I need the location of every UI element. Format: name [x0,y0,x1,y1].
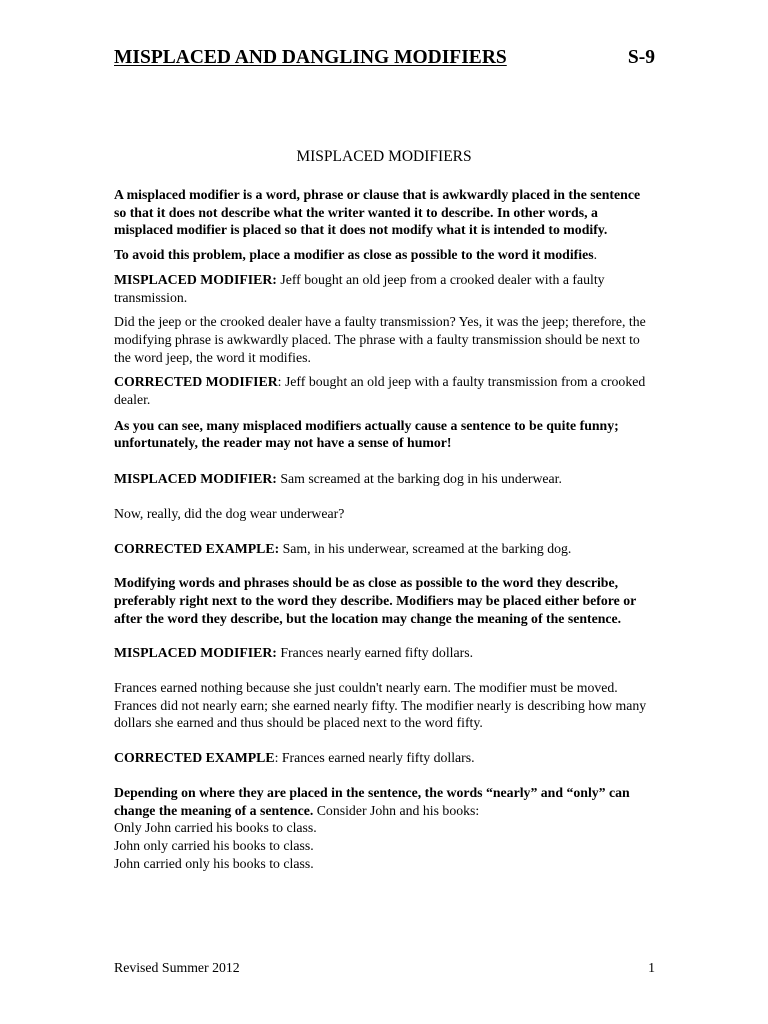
example-text: : Frances earned nearly fifty dollars. [274,750,475,766]
rule-text: To avoid this problem, place a modifier as close as possible to the word it modifies [114,247,594,263]
example-text: Sam screamed at the barking dog in his underwear. [276,471,562,487]
humor-paragraph: As you can see, many misplaced modifiers actually cause a sentence to be quite funny; unfortunately, the reader may not have a sense of humor! [114,417,619,451]
list-item: John only carried his books to class. [114,837,314,853]
example-label: CORRECTED EXAMPLE: [114,540,280,556]
example-text: Frances nearly earned fifty dollars. [276,645,474,661]
document-code: S-9 [627,47,655,68]
placement-rule-paragraph: Modifying words and phrases should be as close as possible to the word they describe, preferably right next to the word they describe. Modifiers may be placed either before or after the word they describe, but the location may change the meaning of the sentence. [114,575,637,626]
example-label: MISPLACED MODIFIER: [114,271,277,287]
john-example-list [114,819,654,872]
example-3-misplaced [114,644,654,662]
section-title: MISPLACED MODIFIERS [296,148,472,165]
definition-paragraph: A misplaced modifier is a word, phrase or clause that is awkwardly placed in the sentence so that it does not describe what the writer wanted it to describe. In other words, a misplaced modifier is placed so that it does not modify what it is intended to modify. [114,187,641,238]
example-label: MISPLACED MODIFIER: [114,471,277,487]
document-title: MISPLACED AND DANGLING MODIFIERS [114,47,507,68]
example-label: CORRECTED EXAMPLE [114,750,275,766]
revision-note: Revised Summer 2012 [114,960,240,975]
example-1-misplaced [114,271,654,306]
page-number: 1 [648,960,655,975]
example-label: MISPLACED MODIFIER: [114,645,277,661]
example-label: CORRECTED MODIFIER [114,374,278,390]
nearly-only-paragraph [114,784,654,819]
example-1-corrected [114,373,654,408]
example-text: Jeff bought an old jeep from a crooked dealer with a faulty transmission. [114,271,605,305]
nearly-only-rule: Depending on where they are placed in the sentence, the words “nearly” and “only” can change the meaning of a sentence. [114,784,630,818]
example-text: : Jeff bought an old jeep with a faulty transmission from a crooked dealer. [114,374,646,408]
rule-period: . [593,247,598,263]
list-item: Only John carried his books to class. [114,820,317,836]
explanation-paragraph-2: Frances earned nothing because she just couldn't nearly earn. The modifier must be moved. Frances did not nearly earn; she earned nearly fifty. The modifier nearly is describing how many dollars she earned and thus should be placed next to the word fifty. [114,680,647,731]
question-paragraph: Now, really, did the dog wear underwear? [114,505,345,521]
example-2-corrected [114,540,654,558]
nearly-only-intro: Consider John and his books: [313,802,480,818]
document-header [114,47,655,73]
explanation-paragraph-1: Did the jeep or the crooked dealer have a faulty transmission? Yes, it was the jeep; therefore, the modifying phrase is awkwardly placed. The phrase with a faulty transmission should be next to the word jeep, the word it modifies. [114,314,646,365]
page-footer [114,960,655,976]
example-text: Sam, in his underwear, screamed at the barking dog. [279,540,572,556]
rule-paragraph [114,246,654,264]
document-body [114,186,654,872]
example-2-misplaced [114,470,654,488]
list-item: John carried only his books to class. [114,855,314,871]
example-3-corrected [114,749,654,767]
